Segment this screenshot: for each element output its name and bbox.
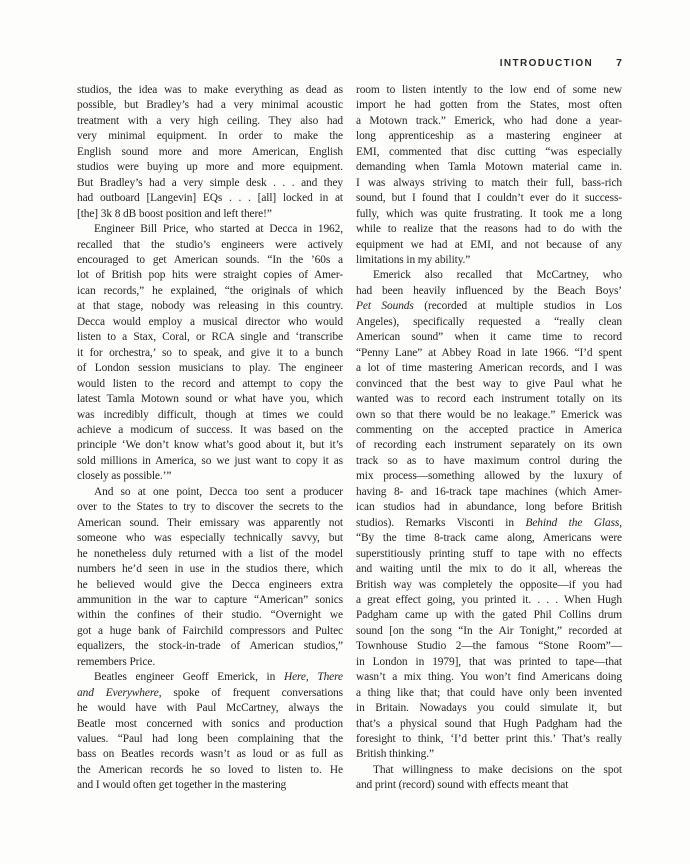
text-line: EMI, commented that disc cutting “was especially — [356, 145, 622, 158]
running-header — [77, 53, 622, 71]
text-line: Pet Sounds (recorded at multiple studios in Los — [356, 300, 623, 313]
text-line: American sound. Their emissary was apparently not — [77, 516, 343, 529]
text-line: a Motown track.” Emerick, who had done a year- — [356, 114, 622, 127]
paragraph — [356, 268, 622, 763]
page-number: 7 — [616, 57, 622, 69]
text-line: the American records he so loved to listen to. He — [77, 763, 343, 776]
text-line: would listen to the record and attempt to copy the — [77, 377, 343, 390]
text-line: Townhouse Studio 2—the famous “Stone Room”— — [356, 640, 622, 653]
text-line: of London session musicians to play. The engineer — [77, 362, 343, 375]
text-line: superstitiously printing stuff to tape with no effects — [356, 547, 622, 560]
text-line: import he had gotten from the States, most often — [356, 99, 622, 112]
text-line: and Everywhere, spoke of frequent conversations — [77, 686, 343, 699]
text-line: and I would often get together in the mastering — [77, 779, 287, 792]
text-line: Decca would employ a musical director who would — [77, 315, 343, 328]
text-line: studios, the idea was to make everything as dead as — [77, 84, 343, 96]
text-line: at that stage, nobody was releasing in this country. — [77, 300, 343, 313]
text-line: that’s a physical sound that Hugh Padgham had the — [356, 717, 622, 730]
text-line: while to realize that the reasons had to do with the — [356, 223, 622, 236]
text-line: Beatles engineer Geoff Emerick, in Here, There — [94, 671, 343, 684]
text-line: I was always striving to match their full, bass-rich — [356, 176, 622, 189]
text-line: got a huge bank of Fairchild compressors and Pultec — [77, 624, 343, 637]
text-line: wanted was to record each instrument totally on its — [356, 393, 622, 406]
text-line: room to listen intently to the low end of some new — [356, 84, 622, 96]
text-line: he would have with Paul McCartney, always the — [77, 702, 343, 715]
text-line: But Bradley’s had a very simple desk . . . and they — [77, 176, 343, 189]
section-title: INTRODUCTION — [499, 58, 594, 69]
text-line: encouraged to get American sounds. “In the ’60s a — [77, 253, 343, 266]
text-line: ican records,” he explained, “the originals of which — [77, 284, 343, 297]
text-line: lot of British pop hits were straight copies of Amer- — [77, 269, 343, 282]
text-line: and print (record) sound with effects meant that — [356, 779, 569, 792]
text-line: own so that there would be no leakage.” Emerick was — [356, 408, 622, 421]
text-line: wasn’t a mix thing. You won’t find Americans doing — [356, 671, 622, 684]
paragraph — [77, 222, 343, 485]
text-line: mix process—something allowed by the luxury of — [356, 470, 622, 483]
text-line: Angeles), specifically requested a “really clean — [356, 315, 622, 328]
text-line: Engineer Bill Price, who started at Decca in 1962, — [94, 223, 343, 236]
text-line: of recording each instrument separately on its own — [356, 439, 622, 452]
text-line: a thing like that; that could have only been invented — [356, 686, 622, 699]
text-line: principle ‘We don’t know what’s good about it, but it’s — [77, 439, 343, 452]
paragraph — [77, 485, 343, 670]
text-line: someone who was especially technically savvy, but — [77, 532, 343, 545]
text-line: Beatle most concerned with sonics and production — [77, 717, 343, 730]
text-line: had been heavily influenced by the Beach Boys’ — [356, 284, 622, 297]
text-line: ican studios had in abundance, long before British — [356, 501, 622, 514]
text-line: sound [on the song “In the Air Tonight,” recorded at — [356, 624, 622, 637]
paragraph — [356, 83, 622, 268]
text-line: within the confines of their studio. “Overnight we — [77, 609, 343, 622]
text-line: listen to a Stax, Coral, or RCA single and ‘transcribe — [77, 331, 343, 344]
text-line: he nonetheless duly returned with a list of the model — [77, 547, 343, 560]
text-line: long apprenticeship as a mastering engineer at — [356, 130, 622, 143]
text-line: bass on Beatles records wasn’t as loud or as full as — [77, 748, 343, 761]
text-line: “Penny Lane” at Abbey Road in late 1966. “I’d spent — [356, 346, 622, 359]
text-line: convinced that the best way to give Paul what he — [356, 377, 622, 390]
text-line: ammunition in the war to capture “American” sonics — [77, 593, 343, 606]
text-line: and waiting until the mix to do it all, whereas the — [356, 563, 622, 576]
paragraph — [77, 83, 343, 222]
text-line: British thinking.” — [356, 748, 434, 761]
text-line: very minimal equipment. In order to make the — [77, 130, 343, 143]
text-line: possible, but Bradley’s had a very minimal acoustic — [77, 99, 343, 112]
text-line: it for orchestra,’ so to speak, and give it to a bunch — [77, 346, 343, 359]
text-line: American sound” when it came time to record — [356, 331, 622, 344]
text-line: limitations in my ability.” — [356, 253, 471, 266]
text-line: foresight to think, ‘I’d better print this.’ That’s really — [356, 733, 622, 746]
text-line: That willingness to make decisions on the spot — [373, 763, 622, 776]
text-line: studios). Remarks Visconti in Behind the Glass, — [356, 516, 622, 529]
text-line: remembers Price. — [77, 655, 156, 668]
text-line: a great effect going, you printed it. . . . When Hugh — [356, 593, 622, 606]
text-line: Emerick also recalled that McCartney, who — [373, 269, 622, 282]
text-line: over to the States to try to discover the secrets to the — [77, 501, 343, 514]
text-line: recalled that the studio’s engineers were actively — [77, 238, 343, 251]
text-line: sound, but I found that I couldn’t ever do it success- — [356, 192, 622, 205]
text-line: values. “Paul had long been complaining that the — [77, 733, 343, 746]
text-line: he believed would give the Decca engineers extra — [77, 578, 343, 591]
text-line: closely as possible.’” — [77, 470, 172, 483]
text-line: numbers he’d seen in use in the studios there, which — [77, 563, 343, 576]
text-line: commenting on the accepted practice in America — [356, 423, 622, 436]
text-line: Padgham came up with the gated Phil Collins drum — [356, 609, 622, 622]
text-line: had outboard [Langevin] EQs . . . [all] locked in at — [77, 192, 343, 205]
text-line: treatment with a very high ceiling. They also had — [77, 114, 343, 127]
text-line: [the] 3k 8 dB boost position and left there!” — [77, 207, 272, 220]
text-line: latest Tamla Motown sound or what have you, which — [77, 393, 343, 406]
text-line: And so at one point, Decca too sent a producer — [94, 485, 343, 498]
text-line: equipment we had at EMI, and not because of any — [356, 238, 622, 251]
right-column — [356, 83, 622, 794]
text-columns — [77, 83, 622, 794]
text-line: studios were buying up more and more equipment. — [77, 161, 343, 174]
text-line: a lot of time mastering American records, and I was — [356, 362, 622, 375]
left-column — [77, 83, 343, 794]
paragraph — [356, 763, 622, 794]
text-line: in Britain. Nowadays you could simulate it, but — [356, 702, 622, 715]
text-line: demanding when Tamla Motown material came in. — [356, 161, 622, 174]
text-line: achieve a modicum of success. It was based on the — [77, 423, 343, 436]
text-line: was incredibly difficult, though at times we could — [77, 408, 343, 421]
text-line: English sound more and more American, English — [77, 145, 343, 158]
text-line: British way was completely the opposite—if you had — [356, 578, 622, 591]
text-line: equalizers, the stock-in-trade of American studios,” — [77, 640, 343, 653]
text-line: having 8- and 16-track tape machines (which Amer- — [356, 485, 622, 498]
text-line: “By the time 8-track came along, Americans were — [356, 532, 622, 545]
text-line: sold millions in America, so we just want to copy it as — [77, 454, 343, 467]
paragraph — [77, 670, 343, 794]
text-line: track so as to have maximum control during the — [356, 454, 622, 467]
text-line: in London in 1979], that was printed to tape—that — [356, 655, 622, 668]
text-line: fully, which was quite frustrating. It took me a long — [356, 207, 622, 220]
